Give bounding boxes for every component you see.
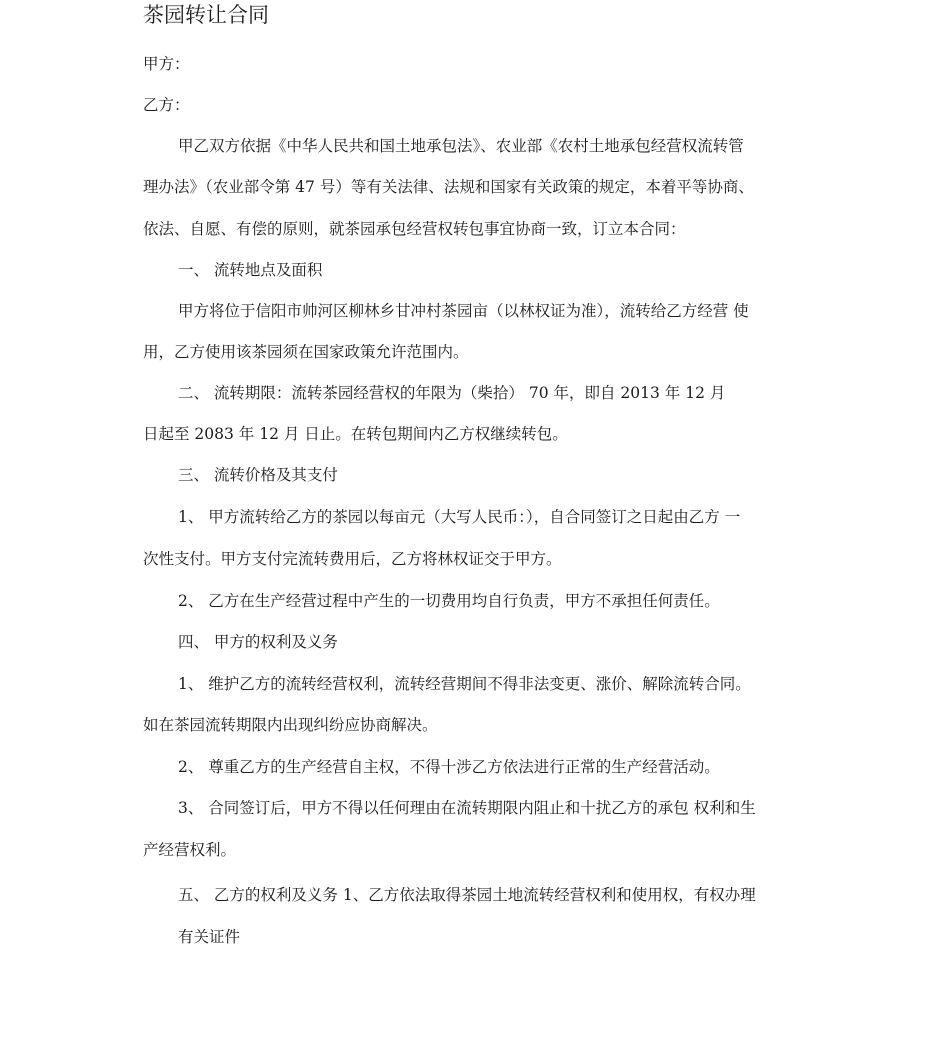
section-5-line-1: 五、 乙方的权利及义务 1、乙方依法取得茶园土地流转经营权利和使用权，有权办理 bbox=[178, 886, 756, 904]
section-4-item-1-line-2: 如在茶园流转期限内出现纠纷应协商解决。 bbox=[143, 716, 438, 734]
party-a-label: 甲方： bbox=[143, 55, 190, 73]
section-1-heading: 一、 流转地点及面积 bbox=[178, 261, 323, 279]
section-4-item-2: 2、 尊重乙方的生产经营自主权，不得十涉乙方依法进行正常的生产经营活动。 bbox=[178, 758, 720, 776]
preamble-line-2: 理办法》（农业部令第 47 号）等有关法律、法规和国家有关政策的规定，本着平等协商、 bbox=[143, 178, 754, 196]
section-4-item-3-line-1: 3、 合同签订后，甲方不得以任何理由在流转期限内阻止和十扰乙方的承包 权利和生 bbox=[178, 799, 756, 817]
section-4-item-1-line-1: 1、 维护乙方的流转经营权利，流转经营期间不得非法变更、涨价、解除流转合同。 bbox=[178, 675, 751, 693]
section-3-heading: 三、 流转价格及其支付 bbox=[178, 466, 338, 484]
document-title: 茶园转让合同 bbox=[143, 3, 269, 27]
section-3-item-1-line-1: 1、 甲方流转给乙方的茶园以每亩元（大写人民币：），自合同签订之日起由乙方 一 bbox=[178, 508, 741, 526]
section-4-item-3-line-2: 产经营权利。 bbox=[143, 841, 237, 859]
section-3-item-2: 2、 乙方在生产经营过程中产生的一切费用均自行负责，甲方不承担任何责任。 bbox=[178, 592, 720, 610]
section-4-heading: 四、 甲方的权利及义务 bbox=[178, 633, 338, 651]
section-5-line-2: 有关证件 bbox=[178, 928, 241, 946]
party-b-label: 乙方： bbox=[143, 96, 190, 114]
section-3-item-1-line-2: 次性支付。甲方支付完流转费用后，乙方将林权证交于甲方。 bbox=[143, 550, 562, 568]
preamble-line-1: 甲乙双方依据《中华人民共和国土地承包法》、农业部《农村土地承包经营权流转管 bbox=[178, 137, 744, 155]
section-2-line-2: 日起至 2083 年 12 月 日止。在转包期间内乙方权继续转包。 bbox=[143, 425, 568, 443]
section-2-line-1: 二、 流转期限：流转茶园经营权的年限为（柴拾） 70 年，即自 2013 年 12 月 bbox=[178, 384, 726, 402]
section-1-line-2: 用，乙方使用该茶园须在国家政策允许范围内。 bbox=[143, 343, 469, 361]
preamble-line-3: 依法、自愿、有偿的原则，就茶园承包经营权转包事宜协商一致，订立本合同： bbox=[143, 220, 686, 238]
section-1-line-1: 甲方将位于信阳市帅河区柳林乡甘冲村茶园亩（以林权证为准），流转给乙方经营 使 bbox=[178, 302, 749, 320]
